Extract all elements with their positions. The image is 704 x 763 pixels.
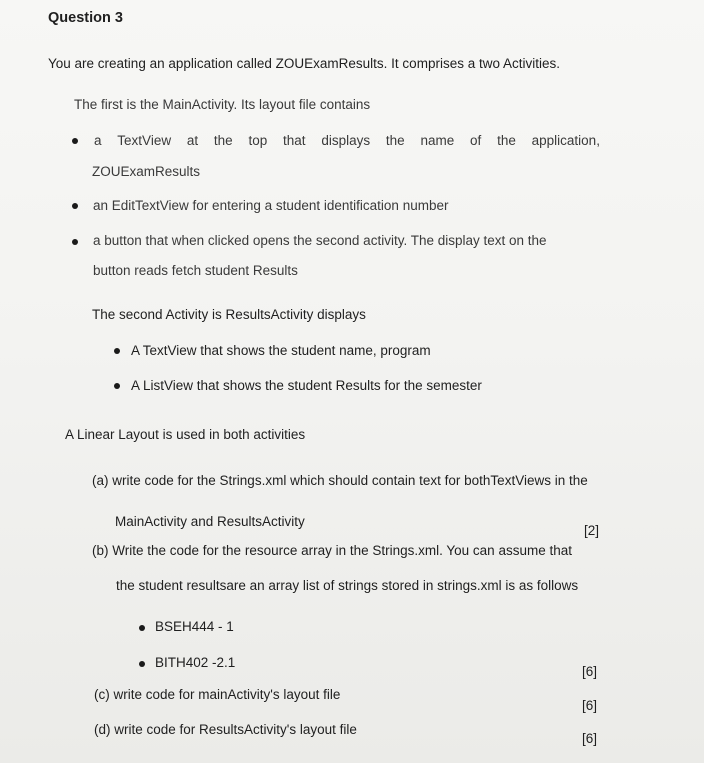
second-activity-heading: The second Activity is ResultsActivity displays [92,307,366,322]
part-c-marks: [6] [582,697,598,713]
intro-text: You are creating an application called ZOUExamResults. It comprises a two Activities. [48,56,560,71]
bullet-icon [114,383,120,389]
bullet-icon [139,625,145,631]
word: top [248,133,268,148]
word: at [186,133,199,148]
first-activity-heading: The first is the MainActivity. Its layout file contains [74,97,371,112]
word: application, [531,133,600,148]
word: TextView [117,133,172,148]
part-b-marks: [6] [582,663,598,679]
bullet-icon [72,203,78,209]
part-d-text: (d) write code for ResultsActivity's layout file [94,722,357,737]
part-b-line2: the student resultsare an array list of strings stored in strings.xml is as follows [116,578,579,593]
bullet-icon [114,348,120,354]
first-activity-item-1-line1 [94,132,600,150]
word: that [283,133,306,148]
part-a-line1: (a) write code for the Strings.xml which should contain text for bothTextViews in the [92,473,588,488]
part-c-text: (c) write code for mainActivity's layout file [94,687,341,702]
word: a [94,133,102,148]
bullet-icon [72,239,78,245]
word: the [385,133,405,148]
word: displays [321,133,371,148]
bullet-icon [72,138,78,144]
word: name [420,133,455,148]
part-b-example-1: BSEH444 - 1 [155,619,234,634]
question-title: Question 3 [48,10,123,26]
part-a-line2: MainActivity and ResultsActivity [115,514,305,529]
first-activity-item-2: an EditTextView for entering a student identification number [93,198,449,213]
first-activity-item-1-line2: ZOUExamResults [92,164,201,179]
bullet-icon [139,661,145,667]
second-activity-item-1: A TextView that shows the student name, program [131,343,431,358]
part-b-line1: (b) Write the code for the resource array in the Strings.xml. You can assume that [92,543,572,558]
part-d-marks: [6] [582,730,598,746]
part-a-marks: [2] [584,522,600,538]
part-b-example-2: BITH402 -2.1 [155,655,236,670]
first-activity-item-3-line1: a button that when clicked opens the second activity. The display text on the [93,233,547,248]
word: of [470,133,482,148]
word: the [497,133,516,148]
second-activity-item-2: A ListView that shows the student Results for the semester [131,378,482,393]
word: the [213,133,233,148]
first-activity-item-3-line2: button reads fetch student Results [93,263,298,278]
layout-note: A Linear Layout is used in both activities [65,427,306,442]
